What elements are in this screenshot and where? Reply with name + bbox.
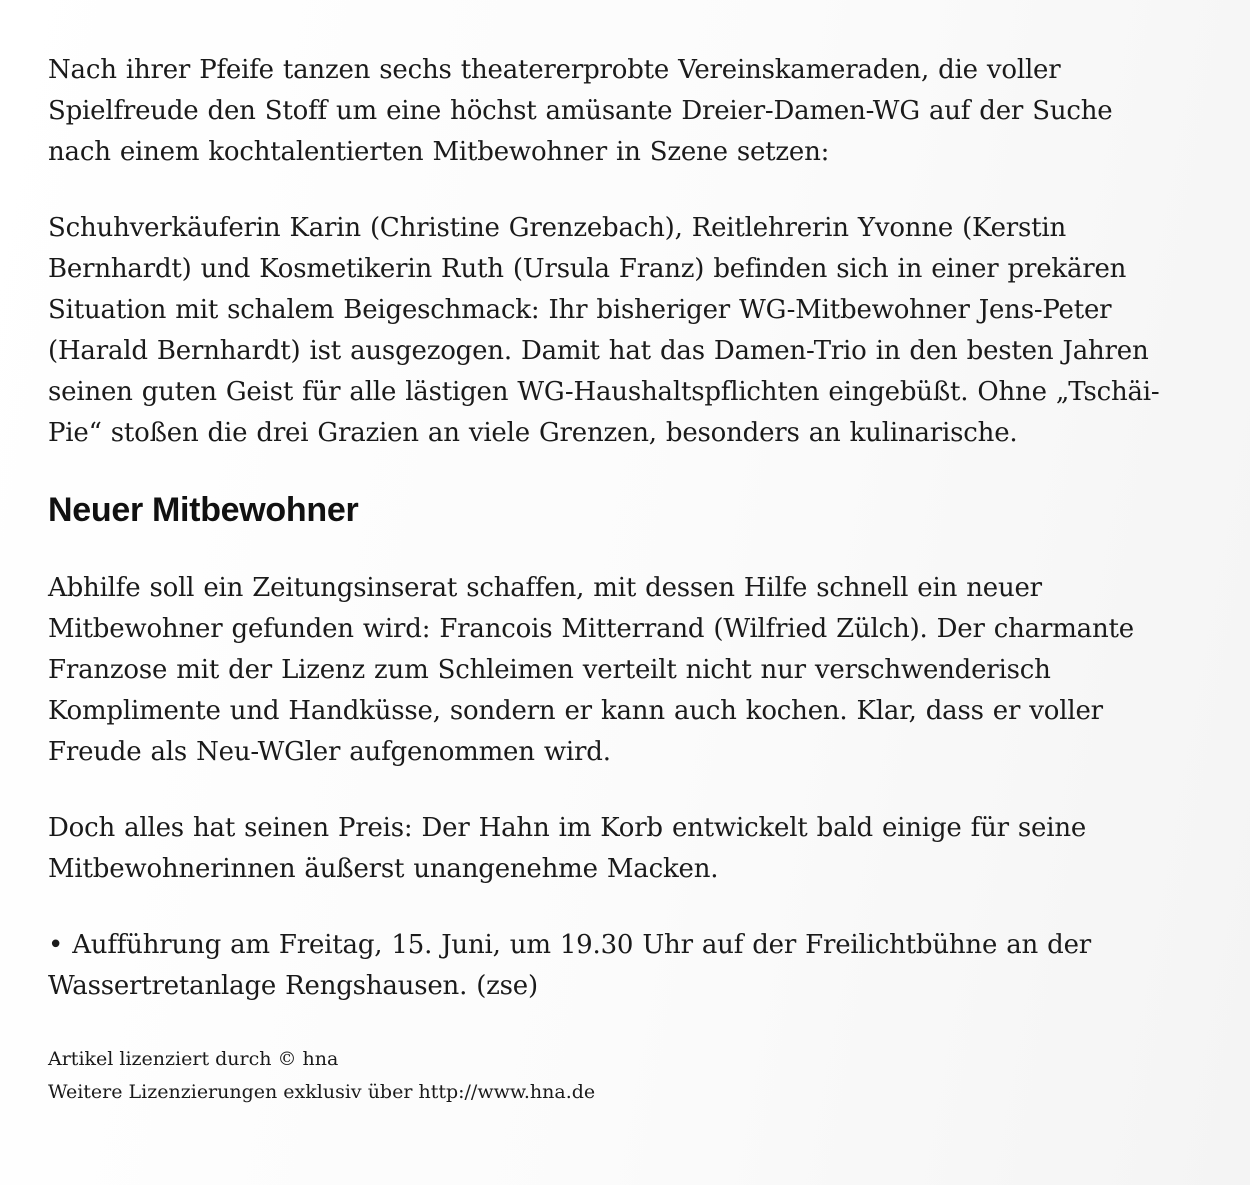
text-line: • Aufführung am Freitag, 15. Juni, um 19.30 Uhr auf der Freilichtbühne an der [48,930,1091,960]
text-line: Nach ihrer Pfeife tanzen sechs theatererprobte Vereinskameraden, die voller [48,55,1061,85]
text-line: Mitbewohnerinnen äußerst unangenehme Macken. [48,854,719,884]
text-line: Situation mit schalem Beigeschmack: Ihr bisheriger WG-Mitbewohner Jens-Peter [48,295,1112,325]
paragraph-gap [48,890,1233,925]
section-heading: Neuer Mitbewohner [48,491,359,529]
text-line: nach einem kochtalentierten Mitbewohner in Szene setzen: [48,137,830,167]
text-line: Bernhardt) und Kosmetikerin Ruth (Ursula Franz) befinden sich in einer prekären [48,254,1127,284]
text-line: Franzose mit der Lizenz zum Schleimen verteilt nicht nur verschwenderisch [48,655,1051,685]
paragraph-price [48,808,1233,890]
section-gap [48,454,1233,490]
text-line: Abhilfe soll ein Zeitungsinserat schaffen, mit dessen Hilfe schnell ein neuer [48,573,1042,603]
text-line: (Harald Bernhardt) ist ausgezogen. Damit hat das Damen-Trio in den besten Jahren [48,336,1149,366]
article-body [48,50,1233,1109]
text-line: seinen guten Geist für alle lästigen WG-Haushaltspflichten eingebüßt. Ohne „Tschäi- [48,377,1160,407]
paragraph-intro [48,50,1233,173]
paragraph-performance [48,925,1233,1007]
section-gap [48,530,1233,568]
text-line: Freude als Neu-WGler aufgenommen wird. [48,737,611,767]
text-line: Komplimente und Handküsse, sondern er kann auch kochen. Klar, dass er voller [48,696,1103,726]
text-line: Mitbewohner gefunden wird: Francois Mitterrand (Wilfried Zülch). Der charmante [48,614,1134,644]
license-more-line: Weitere Lizenzierungen exklusiv über http://www.hna.de [48,1081,596,1103]
license-line: Artikel lizenziert durch © hna [48,1048,339,1070]
text-line: Schuhverkäuferin Karin (Christine Grenzebach), Reitlehrerin Yvonne (Kerstin [48,213,1067,243]
paragraph-gap [48,173,1233,208]
paragraph-gap [48,773,1233,808]
paragraph-new-roommate [48,568,1233,773]
footer-gap [48,1007,1233,1043]
text-line: Doch alles hat seinen Preis: Der Hahn im Korb entwickelt bald einige für seine [48,813,1087,843]
paragraph-characters [48,208,1233,454]
license-footer [48,1043,1233,1109]
text-line: Wassertretanlage Rengshausen. (zse) [48,971,538,1001]
text-line: Spielfreude den Stoff um eine höchst amüsante Dreier-Damen-WG auf der Suche [48,96,1113,126]
text-line: Pie“ stoßen die drei Grazien an viele Grenzen, besonders an kulinarische. [48,418,1018,448]
